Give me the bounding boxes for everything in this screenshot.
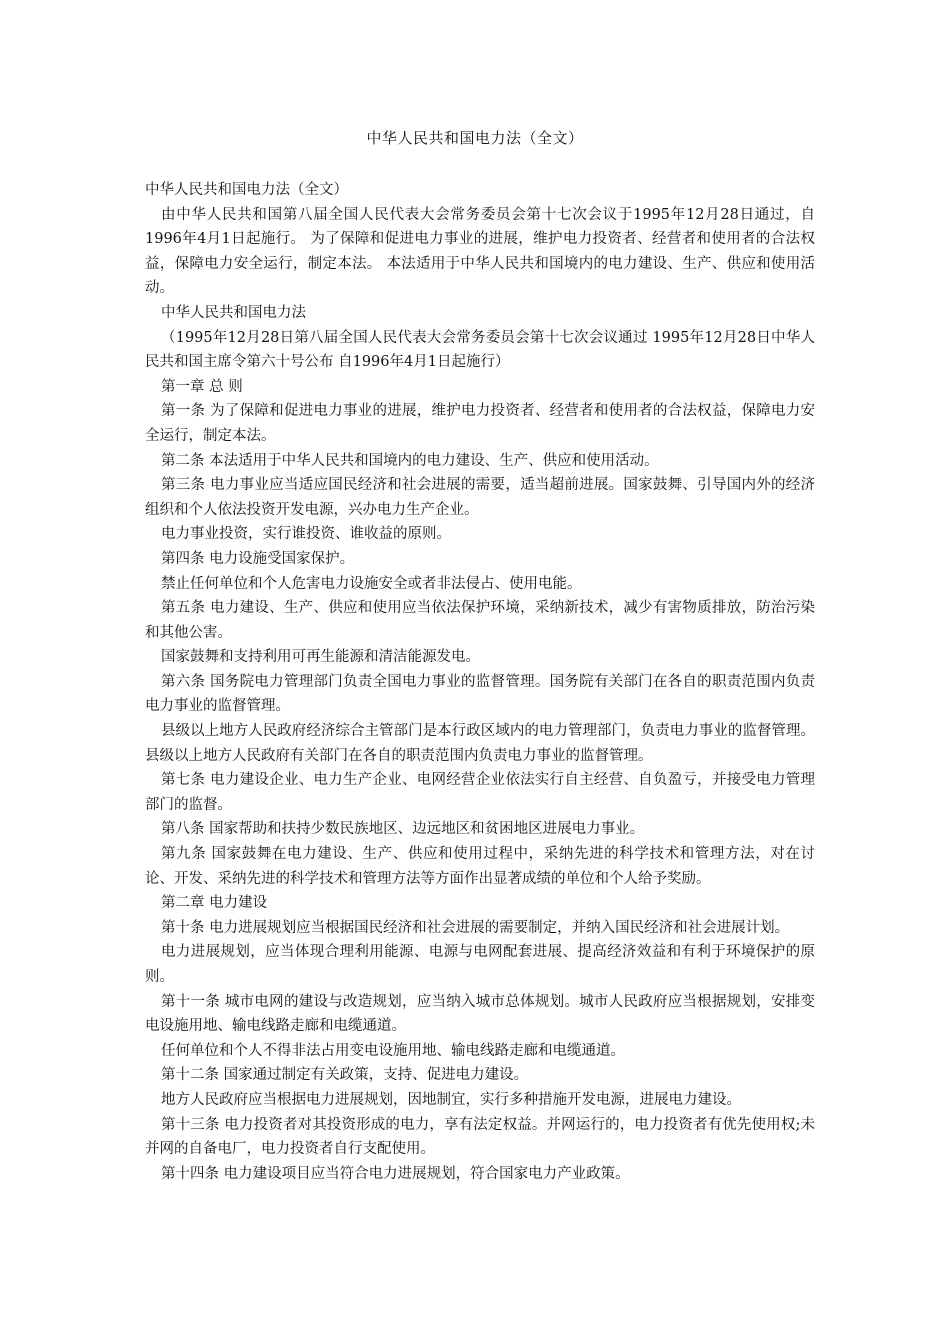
document-paragraph: 禁止任何单位和个人危害电力设施安全或者非法侵占、使用电能。 [161,575,582,592]
document-paragraph: 电力事业投资，实行谁投资、谁收益的原则。 [161,526,451,543]
document-paragraph: 中华人民共和国电力法 [161,304,306,321]
document-paragraph: 第八条 国家帮助和扶持少数民族地区、边远地区和贫困地区进展电力事业。 [161,821,645,838]
document-body [145,178,815,1186]
document-paragraph: 中华人民共和国电力法（全文） [145,182,348,198]
document-paragraph: 电力进展规划，应当体现合理利用能源、电源与电网配套进展、提高经济效益和有利于环境保护的原则。 [145,944,815,985]
document-paragraph: 第五条 电力建设、生产、供应和使用应当依法保护环境，采纳新技术，减少有害物质排放，防治污染和其他公害。 [145,600,815,641]
document-paragraph: 任何单位和个人不得非法占用变电设施用地、输电线路走廊和电缆通道。 [161,1042,625,1059]
document-paragraph: 第九条 国家鼓舞在电力建设、生产、供应和使用过程中，采纳先进的科学技术和管理方法，对在讨论、开发、采纳先进的科学技术和管理方法等方面作出显著成绩的单位和个人给予奖励。 [145,846,815,887]
document-paragraph: 第六条 国务院电力管理部门负责全国电力事业的监督管理。国务院有关部门在各自的职责范围内负责电力事业的监督管理。 [145,673,815,715]
document-paragraph: 第十三条 电力投资者对其投资形成的电力，享有法定权益。并网运行的，电力投资者有优先使用权;未并网的自备电厂，电力投资者自行支配使用。 [145,1116,815,1158]
document-paragraph: 第三条 电力事业应当适应国民经济和社会进展的需要，适当超前进展。国家鼓舞、引导国内外的经济组织和个人依法投资开发电源，兴办电力生产企业。 [145,477,815,518]
document-paragraph: 第四条 电力设施受国家保护。 [161,550,355,567]
document-title: 中华人民共和国电力法（全文） [366,129,584,147]
document-paragraph: 第十一条 城市电网的建设与改造规划，应当纳入城市总体规划。城市人民政府应当根据规划，安排变电设施用地、输电线路走廊和电缆通道。 [145,993,815,1035]
document-paragraph: （1995年12月28日第八届全国人民代表大会常务委员会第十七次会议通过 1995年12月28日中华人民共和国主席令第六十号公布 自1996年4月1日起施行） [145,329,815,371]
document-paragraph: 第一章 总 则 [161,378,243,395]
document-paragraph: 县级以上地方人民政府经济综合主管部门是本行政区域内的电力管理部门，负责电力事业的监督管理。县级以上地方人民政府有关部门在各自的职责范围内负责电力事业的监督管理。 [145,723,815,764]
document-paragraph: 第十四条 电力建设项目应当符合电力进展规划，符合国家电力产业政策。 [161,1165,630,1182]
document-paragraph: 地方人民政府应当根据电力进展规划，因地制宜，实行多种措施开发电源，进展电力建设。 [161,1091,741,1108]
document-paragraph: 第七条 电力建设企业、电力生产企业、电网经营企业依法实行自主经营、自负盈亏，并接受电力管理部门的监督。 [145,772,815,813]
document-paragraph: 第十二条 国家通过制定有关政策，支持、促进电力建设。 [161,1067,529,1084]
document-paragraph: 第二章 电力建设 [161,895,268,912]
document-paragraph: 第一条 为了保障和促进电力事业的进展，维护电力投资者、经营者和使用者的合法权益，保障电力安全运行，制定本法。 [145,403,815,444]
document-paragraph: 第十条 电力进展规划应当根据国民经济和社会进展的需要制定，并纳入国民经济和社会进展计划。 [161,919,790,936]
document-paragraph: 国家鼓舞和支持利用可再生能源和清洁能源发电。 [161,649,480,666]
document-paragraph: 由中华人民共和国第八届全国人民代表大会常务委员会第十七次会议于1995年12月28日通过，自1996年4月1日起施行。 为了保障和促进电力事业的进展，维护电力投资者、经营者和使用者的合法权益，保障电力安全运行，制定本法。 本法适用于中华人民共和国境内的电力建设、生产、供应和使用活动。 [145,206,815,297]
document-paragraph: 第二条 本法适用于中华人民共和国境内的电力建设、生产、供应和使用活动。 [161,452,659,469]
